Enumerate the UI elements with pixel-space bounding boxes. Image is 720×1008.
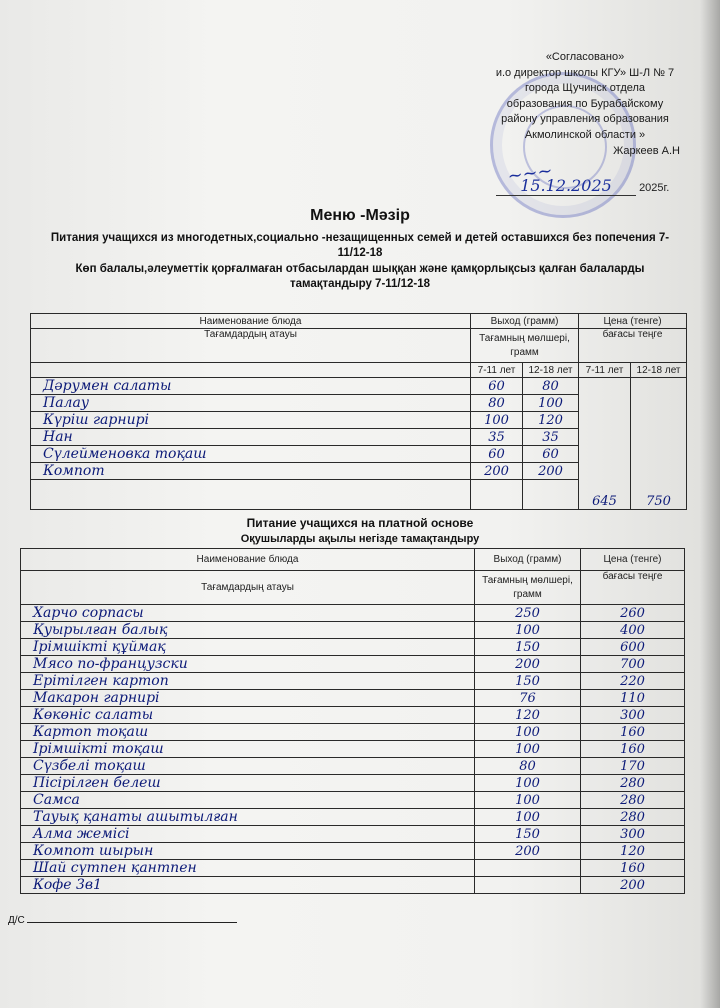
price-cell: 280: [581, 792, 685, 809]
grams-cell: 150: [475, 826, 581, 843]
price-cell: 600: [581, 639, 685, 656]
price-cell: 200: [581, 877, 685, 894]
dish-cell: Алма жемісі: [21, 826, 475, 843]
table-row: [21, 877, 685, 894]
grams-cell: 60: [471, 378, 523, 395]
grams-cell: 200: [523, 463, 579, 480]
price-cell: 280: [581, 775, 685, 792]
price-cell: 400: [581, 622, 685, 639]
year-suffix: 2025г.: [639, 182, 670, 194]
price-cell: 160: [581, 724, 685, 741]
dish-cell: Палау: [31, 395, 471, 412]
col-out-kz: Тағамның мөлшері, грамм: [475, 571, 581, 605]
price-cell: 300: [581, 707, 685, 724]
grams-cell: 80: [471, 395, 523, 412]
col-dish-kz: Тағамдардың атауы: [21, 571, 475, 605]
grams-cell: 100: [475, 809, 581, 826]
dish-cell: Ірімшікті тоқаш: [21, 741, 475, 758]
col-dish-ru: Наименование блюда: [21, 549, 475, 571]
grams-cell: 100: [475, 724, 581, 741]
table-row: [21, 826, 685, 843]
grams-cell: 150: [475, 639, 581, 656]
dish-cell: Самса: [21, 792, 475, 809]
approval-line: Акмолинской области »: [524, 128, 646, 141]
signature-line: [27, 912, 237, 923]
price-cell: 160: [581, 741, 685, 758]
dish-cell: Харчо сорпасы: [21, 605, 475, 622]
grams-cell: [523, 480, 579, 510]
menu-table-paid: [20, 548, 685, 894]
table-row: [21, 758, 685, 775]
table-row: [21, 792, 685, 809]
approval-line: району управления образования: [501, 113, 669, 126]
table-row: [21, 860, 685, 877]
page-title: Меню -Мәзір: [310, 207, 410, 224]
dish-cell: Картоп тоқаш: [21, 724, 475, 741]
dish-cell: Пісірілген белеш: [21, 775, 475, 792]
price-cell: 700: [581, 656, 685, 673]
col-out-ru: Выход (грамм): [471, 314, 579, 329]
grams-cell: 100: [475, 792, 581, 809]
price-total-12-18: 750: [631, 378, 687, 510]
table-row: [21, 707, 685, 724]
price-cell: 260: [581, 605, 685, 622]
grams-cell: 80: [523, 378, 579, 395]
table-row: [21, 673, 685, 690]
ds-label: Д/С: [8, 915, 25, 926]
dish-cell: Қуырылған балық: [21, 622, 475, 639]
dish-cell: Күріш гарнирі: [31, 412, 471, 429]
col-out-ru: Выход (грамм): [475, 549, 581, 571]
table-row: [21, 622, 685, 639]
dish-cell: Ерітілген картоп: [21, 673, 475, 690]
dish-cell: Шай сүтпен қантпен: [21, 860, 475, 877]
col-price-kz: бағасы теңге: [579, 329, 687, 363]
price-cell: 280: [581, 809, 685, 826]
empty-cell: [31, 363, 471, 378]
dish-cell: Дәрумен салаты: [31, 378, 471, 395]
signature-mark: ~~~: [506, 160, 554, 188]
subtitle-kz: Көп балалы,әлеуметтік қорғалмаған отбасылардан шыққан және қамқорлықсыз қалған балаларды тамақтандыру 7-11/12-18: [75, 263, 645, 290]
grams-cell: 35: [523, 429, 579, 446]
table-row: [21, 809, 685, 826]
grams-cell: [475, 877, 581, 894]
grams-cell: 100: [475, 622, 581, 639]
approval-line: образования по Бурабайскому: [506, 97, 664, 110]
dish-cell: Ірімшікті құймақ: [21, 639, 475, 656]
grams-cell: 120: [475, 707, 581, 724]
price-cell: 160: [581, 860, 685, 877]
price-cell: 120: [581, 843, 685, 860]
table-row: [21, 775, 685, 792]
grams-cell: 100: [471, 412, 523, 429]
section-title-ru: Питание учащихся на платной основе: [246, 516, 474, 530]
dish-cell: [31, 480, 471, 510]
grams-cell: 35: [471, 429, 523, 446]
table-row: [21, 741, 685, 758]
grams-cell: 200: [475, 656, 581, 673]
age-7-11: 7-11 лет: [579, 363, 631, 378]
grams-cell: 200: [471, 463, 523, 480]
handwritten-date: 15.12.2025: [496, 176, 636, 196]
section-title-kz: Оқушыларды ақылы негізде тамақтандыру: [240, 533, 480, 545]
dish-cell: Компот шырын: [21, 843, 475, 860]
subtitle-ru: Питания учащихся из многодетных,социально -незащищенных семей и детей оставшихся без попечения 7-11/12-18: [50, 232, 670, 259]
grams-cell: 100: [475, 775, 581, 792]
price-total-7-11: 645: [579, 378, 631, 510]
approval-line: города Щучинск отдела: [524, 82, 646, 95]
dish-cell: Нан: [31, 429, 471, 446]
col-dish-kz: Тағамдардың атауы: [31, 329, 471, 363]
dish-cell: Тауық қанаты ашытылған: [21, 809, 475, 826]
dish-cell: Сүзбелі тоқаш: [21, 758, 475, 775]
grams-cell: 60: [523, 446, 579, 463]
approval-block: [470, 50, 700, 159]
price-cell: 300: [581, 826, 685, 843]
grams-cell: [471, 480, 523, 510]
approval-line: и.о директор школы КГУ» Ш-Л № 7: [495, 66, 675, 79]
grams-cell: [475, 860, 581, 877]
dish-cell: Сүлейменовка тоқаш: [31, 446, 471, 463]
approval-line: «Согласовано»: [545, 51, 625, 63]
table-row: [21, 690, 685, 707]
dish-cell: Көкөніс салаты: [21, 707, 475, 724]
dish-cell: Кофе 3в1: [21, 877, 475, 894]
table-row: [21, 843, 685, 860]
age-12-18: 12-18 лет: [631, 363, 687, 378]
table-row: [21, 605, 685, 622]
dish-cell: Макарон гарнирі: [21, 690, 475, 707]
dish-cell: Мясо по-французски: [21, 656, 475, 673]
grams-cell: 80: [475, 758, 581, 775]
dish-cell: Компот: [31, 463, 471, 480]
col-price-kz: бағасы теңге: [581, 571, 685, 605]
grams-cell: 250: [475, 605, 581, 622]
grams-cell: 100: [475, 741, 581, 758]
grams-cell: 150: [475, 673, 581, 690]
table-row: [21, 639, 685, 656]
col-dish-ru: Наименование блюда: [31, 314, 471, 329]
col-price-ru: Цена (тенге): [579, 314, 687, 329]
grams-cell: 60: [471, 446, 523, 463]
menu-table-free: [30, 313, 687, 510]
footer-ds: [8, 912, 237, 926]
table-row: [21, 724, 685, 741]
age-7-11: 7-11 лет: [471, 363, 523, 378]
grams-cell: 100: [523, 395, 579, 412]
table-row: [21, 656, 685, 673]
col-out-kz: Тағамның мөлшері, грамм: [471, 329, 579, 363]
signer-name: Жаркеев А.Н: [613, 144, 680, 157]
grams-cell: 120: [523, 412, 579, 429]
grams-cell: 76: [475, 690, 581, 707]
grams-cell: 200: [475, 843, 581, 860]
price-cell: 220: [581, 673, 685, 690]
col-price-ru: Цена (тенге): [581, 549, 685, 571]
price-cell: 170: [581, 758, 685, 775]
price-cell: 110: [581, 690, 685, 707]
age-12-18: 12-18 лет: [523, 363, 579, 378]
